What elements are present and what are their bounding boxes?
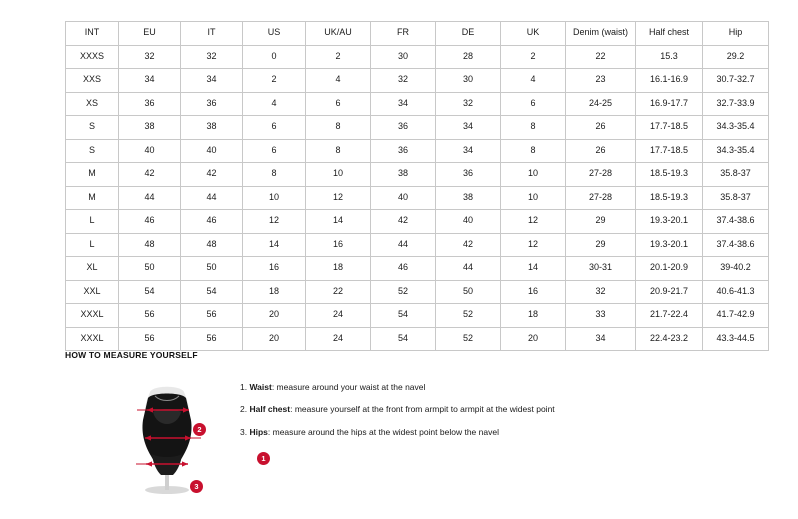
cell-denim: 32 [566,280,636,304]
cell-int: XXXL [66,304,119,328]
cell-eu: 56 [119,304,181,328]
cell-uk: 2 [501,45,566,69]
cell-uk-au: 8 [306,116,371,140]
cell-uk-au: 16 [306,233,371,257]
cell-hip: 37.4-38.6 [703,210,769,234]
cell-eu: 34 [119,69,181,93]
cell-uk: 16 [501,280,566,304]
callout-bullet-3: 3 [190,480,203,493]
cell-uk-au: 2 [306,45,371,69]
column-header-uk: UK [501,22,566,46]
table-row [66,186,769,210]
cell-denim: 24-25 [566,92,636,116]
cell-hip: 34.3-35.4 [703,116,769,140]
cell-eu: 36 [119,92,181,116]
cell-uk: 12 [501,233,566,257]
cell-uk-au: 18 [306,257,371,281]
cell-us: 20 [243,304,306,328]
cell-us: 16 [243,257,306,281]
cell-it: 38 [181,116,243,140]
cell-uk-au: 4 [306,69,371,93]
column-header-hip: Hip [703,22,769,46]
table-row [66,139,769,163]
cell-de: 30 [436,69,501,93]
cell-uk-au: 24 [306,327,371,351]
cell-it: 34 [181,69,243,93]
cell-fr: 34 [371,92,436,116]
cell-hip: 29.2 [703,45,769,69]
cell-half-chest: 16.9-17.7 [636,92,703,116]
step-number: 3. [240,426,248,437]
cell-fr: 44 [371,233,436,257]
cell-hip: 35.8-37 [703,163,769,187]
cell-us: 18 [243,280,306,304]
cell-de: 52 [436,327,501,351]
cell-int: S [66,139,119,163]
cell-int: XL [66,257,119,281]
cell-uk: 8 [501,116,566,140]
cell-it: 56 [181,327,243,351]
cell-hip: 30.7-32.7 [703,69,769,93]
column-header-us: US [243,22,306,46]
step-term: Hips [249,426,268,437]
column-header-half-chest: Half chest [636,22,703,46]
cell-half-chest: 22.4-23.2 [636,327,703,351]
cell-eu: 54 [119,280,181,304]
cell-uk-au: 10 [306,163,371,187]
cell-denim: 33 [566,304,636,328]
measure-steps-list [240,382,760,449]
how-to-measure-title: HOW TO MEASURE YOURSELF [65,350,198,360]
cell-uk-au: 8 [306,139,371,163]
cell-eu: 32 [119,45,181,69]
cell-half-chest: 20.1-20.9 [636,257,703,281]
cell-denim: 29 [566,233,636,257]
cell-int: M [66,163,119,187]
list-item [240,427,760,438]
cell-us: 6 [243,116,306,140]
cell-us: 12 [243,210,306,234]
cell-eu: 40 [119,139,181,163]
cell-uk-au: 6 [306,92,371,116]
cell-it: 56 [181,304,243,328]
cell-fr: 38 [371,163,436,187]
cell-uk: 10 [501,163,566,187]
cell-us: 10 [243,186,306,210]
cell-eu: 46 [119,210,181,234]
size-chart-table [65,21,769,351]
cell-de: 38 [436,186,501,210]
step-text: : measure around your waist at the navel [271,382,426,392]
cell-denim: 30-31 [566,257,636,281]
cell-denim: 23 [566,69,636,93]
cell-fr: 36 [371,139,436,163]
size-table-head [66,22,769,46]
cell-hip: 41.7-42.9 [703,304,769,328]
cell-hip: 37.4-38.6 [703,233,769,257]
cell-de: 40 [436,210,501,234]
cell-fr: 54 [371,327,436,351]
size-table-body [66,45,769,351]
column-header-int: INT [66,22,119,46]
cell-half-chest: 17.7-18.5 [636,116,703,140]
cell-int: L [66,210,119,234]
cell-fr: 54 [371,304,436,328]
cell-it: 46 [181,210,243,234]
cell-de: 36 [436,163,501,187]
cell-it: 32 [181,45,243,69]
cell-us: 8 [243,163,306,187]
list-item [240,382,760,393]
cell-uk: 8 [501,139,566,163]
cell-denim: 34 [566,327,636,351]
cell-us: 14 [243,233,306,257]
cell-half-chest: 18.5-19.3 [636,186,703,210]
cell-fr: 52 [371,280,436,304]
callout-bullet-1: 1 [257,452,270,465]
cell-it: 50 [181,257,243,281]
cell-it: 48 [181,233,243,257]
cell-eu: 50 [119,257,181,281]
column-header-eu: EU [119,22,181,46]
column-header-de: DE [436,22,501,46]
cell-us: 2 [243,69,306,93]
cell-hip: 34.3-35.4 [703,139,769,163]
cell-denim: 27-28 [566,163,636,187]
cell-int: XXXS [66,45,119,69]
cell-uk-au: 12 [306,186,371,210]
cell-uk: 12 [501,210,566,234]
cell-half-chest: 16.1-16.9 [636,69,703,93]
table-row [66,69,769,93]
cell-us: 4 [243,92,306,116]
cell-eu: 48 [119,233,181,257]
cell-int: M [66,186,119,210]
table-header-row [66,22,769,46]
cell-half-chest: 20.9-21.7 [636,280,703,304]
cell-half-chest: 19.3-20.1 [636,233,703,257]
table-row [66,116,769,140]
cell-uk: 14 [501,257,566,281]
cell-uk-au: 24 [306,304,371,328]
cell-us: 20 [243,327,306,351]
column-header-fr: FR [371,22,436,46]
table-row [66,45,769,69]
cell-us: 6 [243,139,306,163]
cell-uk: 20 [501,327,566,351]
cell-de: 34 [436,139,501,163]
cell-uk: 18 [501,304,566,328]
cell-de: 34 [436,116,501,140]
table-row [66,327,769,351]
step-text: : measure around the hips at the widest point below the navel [267,426,499,437]
table-row [66,280,769,304]
step-number: 1. [240,382,248,392]
column-header-it: IT [181,22,243,46]
table-row [66,257,769,281]
cell-fr: 42 [371,210,436,234]
cell-hip: 40.6-41.3 [703,280,769,304]
cell-int: XXL [66,280,119,304]
cell-eu: 44 [119,186,181,210]
step-term: Half chest [249,404,291,415]
how-to-measure-body [65,370,765,500]
cell-uk-au: 14 [306,210,371,234]
cell-fr: 30 [371,45,436,69]
how-to-measure-section [65,350,765,500]
table-row [66,210,769,234]
table-row [66,304,769,328]
cell-int: XXXL [66,327,119,351]
cell-uk-au: 22 [306,280,371,304]
callout-bullet-2: 2 [193,423,206,436]
cell-fr: 36 [371,116,436,140]
cell-uk: 10 [501,186,566,210]
cell-it: 54 [181,280,243,304]
cell-half-chest: 19.3-20.1 [636,210,703,234]
cell-denim: 22 [566,45,636,69]
cell-de: 28 [436,45,501,69]
cell-hip: 35.8-37 [703,186,769,210]
cell-eu: 38 [119,116,181,140]
step-text: : measure yourself at the front from armpit to armpit at the widest point [290,404,555,415]
cell-it: 40 [181,139,243,163]
cell-it: 36 [181,92,243,116]
cell-eu: 56 [119,327,181,351]
size-table-container [65,21,755,351]
cell-hip: 32.7-33.9 [703,92,769,116]
column-header-uk-au: UK/AU [306,22,371,46]
table-row [66,92,769,116]
cell-fr: 46 [371,257,436,281]
cell-de: 52 [436,304,501,328]
cell-denim: 27-28 [566,186,636,210]
cell-hip: 43.3-44.5 [703,327,769,351]
cell-denim: 29 [566,210,636,234]
cell-int: XXS [66,69,119,93]
cell-half-chest: 17.7-18.5 [636,139,703,163]
table-row [66,163,769,187]
cell-half-chest: 18.5-19.3 [636,163,703,187]
cell-de: 42 [436,233,501,257]
cell-fr: 40 [371,186,436,210]
cell-us: 0 [243,45,306,69]
step-number: 2. [240,404,248,415]
cell-de: 50 [436,280,501,304]
cell-uk: 6 [501,92,566,116]
cell-fr: 32 [371,69,436,93]
cell-it: 42 [181,163,243,187]
cell-int: S [66,116,119,140]
cell-half-chest: 21.7-22.4 [636,304,703,328]
column-header-denim-waist: Denim (waist) [566,22,636,46]
cell-eu: 42 [119,163,181,187]
cell-uk: 4 [501,69,566,93]
cell-denim: 26 [566,139,636,163]
cell-int: XS [66,92,119,116]
cell-hip: 39-40.2 [703,257,769,281]
cell-half-chest: 15.3 [636,45,703,69]
cell-de: 44 [436,257,501,281]
cell-de: 32 [436,92,501,116]
step-term: Waist [249,382,272,392]
table-row [66,233,769,257]
cell-it: 44 [181,186,243,210]
cell-denim: 26 [566,116,636,140]
cell-int: L [66,233,119,257]
list-item [240,404,760,415]
